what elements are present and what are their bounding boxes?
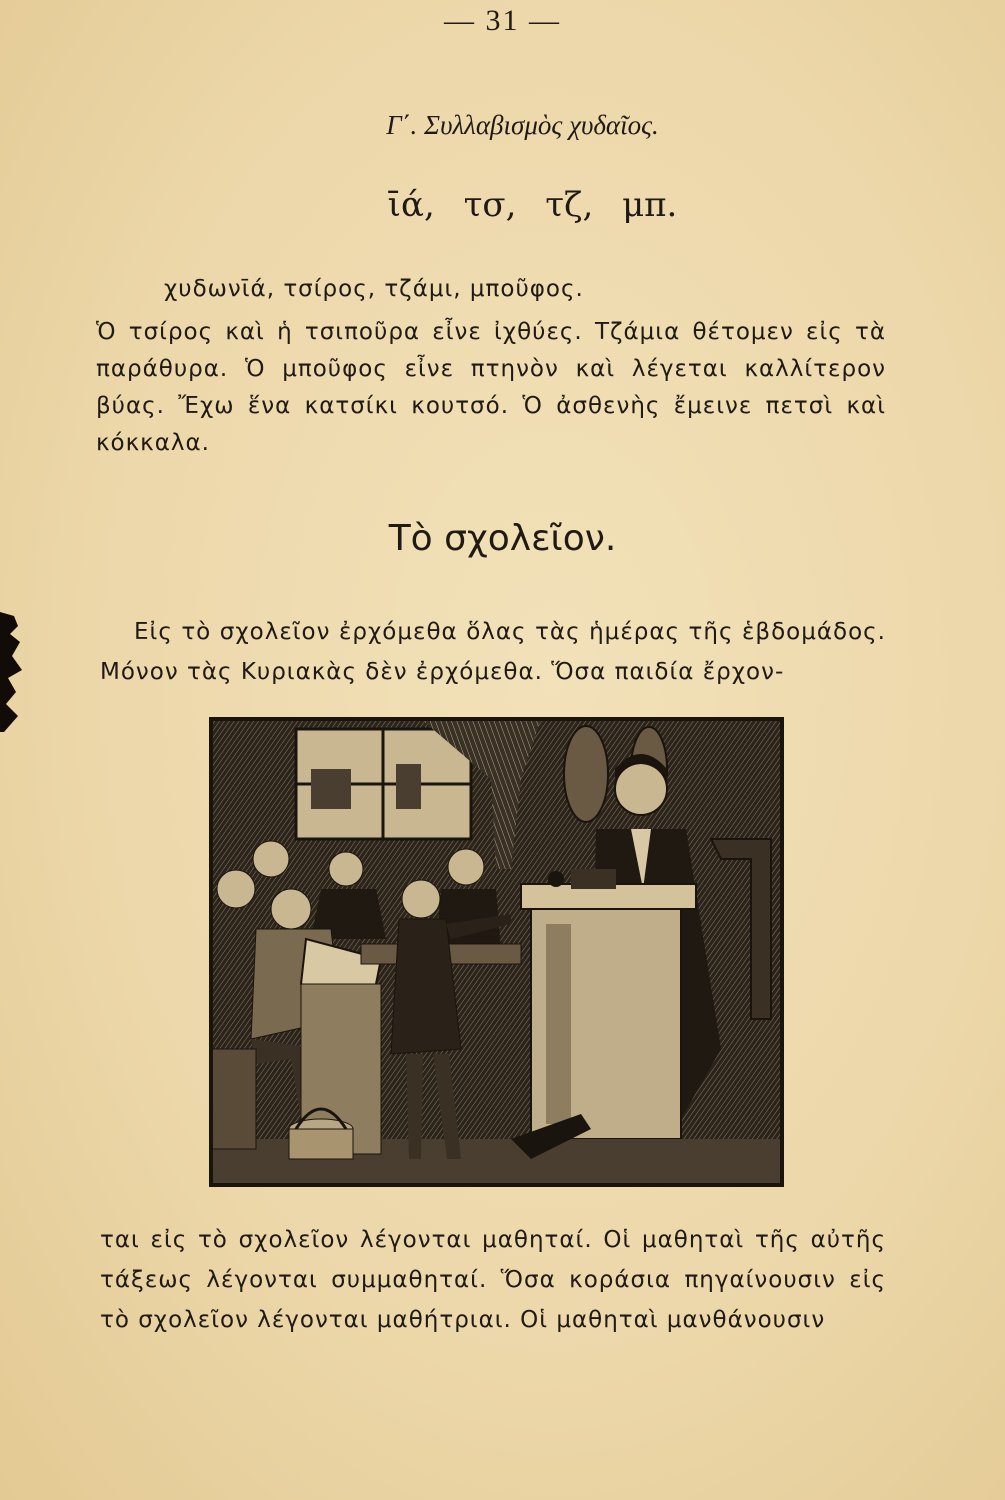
lesson-title: Τὸ σχολεῖον.	[388, 518, 617, 559]
word-list: χυδωνῑά, τσίρος, τζάμι, μποῦφος.	[164, 276, 584, 302]
lesson-paragraph-after-illustration: ται εἰς τὸ σχολεῖον λέγονται μαθηταί. Οἱ μαθηταὶ τῆς αὐτῆς τάξεως λέγονται συμμαθηταί. Ὅσα κοράσια πηγαίνουσιν εἰς τὸ σχολεῖον λέγονται μαθήτριαι. Οἱ μαθηταὶ μανθάνουσιν	[100, 1227, 886, 1333]
page-number: — 31 —	[444, 4, 561, 37]
classroom-engraving	[209, 717, 784, 1187]
exercise-paragraph: Ὁ τσίρος καὶ ἡ τσιποῦρα εἶνε ἰχθύες. Τζάμια θέτομεν εἰς τὰ παράθυρα. Ὁ μποῦφος εἶνε πτηνὸν καὶ λέγεται καλλίτερον βύας. Ἔχω ἕνα κατσίκι κουτσό. Ὁ ἀσθενὴς ἔμεινε πετσὶ καὶ κόκκαλα.	[96, 319, 886, 456]
lesson-paragraph-before-illustration: Εἰς τὸ σχολεῖον ἐρχόμεθα ὅλας τὰς ἡμέρας τῆς ἑβδομάδος. Μόνον τὰς Κυριακὰς δὲν ἐρχόμεθα. Ὅσα παιδία ἔρχον-	[100, 619, 886, 685]
section-heading: Γ΄. Συλλαβισμὸς χυδαῖος.	[386, 110, 659, 140]
ink-stain	[0, 612, 24, 732]
syllable-list: ῑά, τσ, τζ, μπ.	[387, 185, 678, 225]
